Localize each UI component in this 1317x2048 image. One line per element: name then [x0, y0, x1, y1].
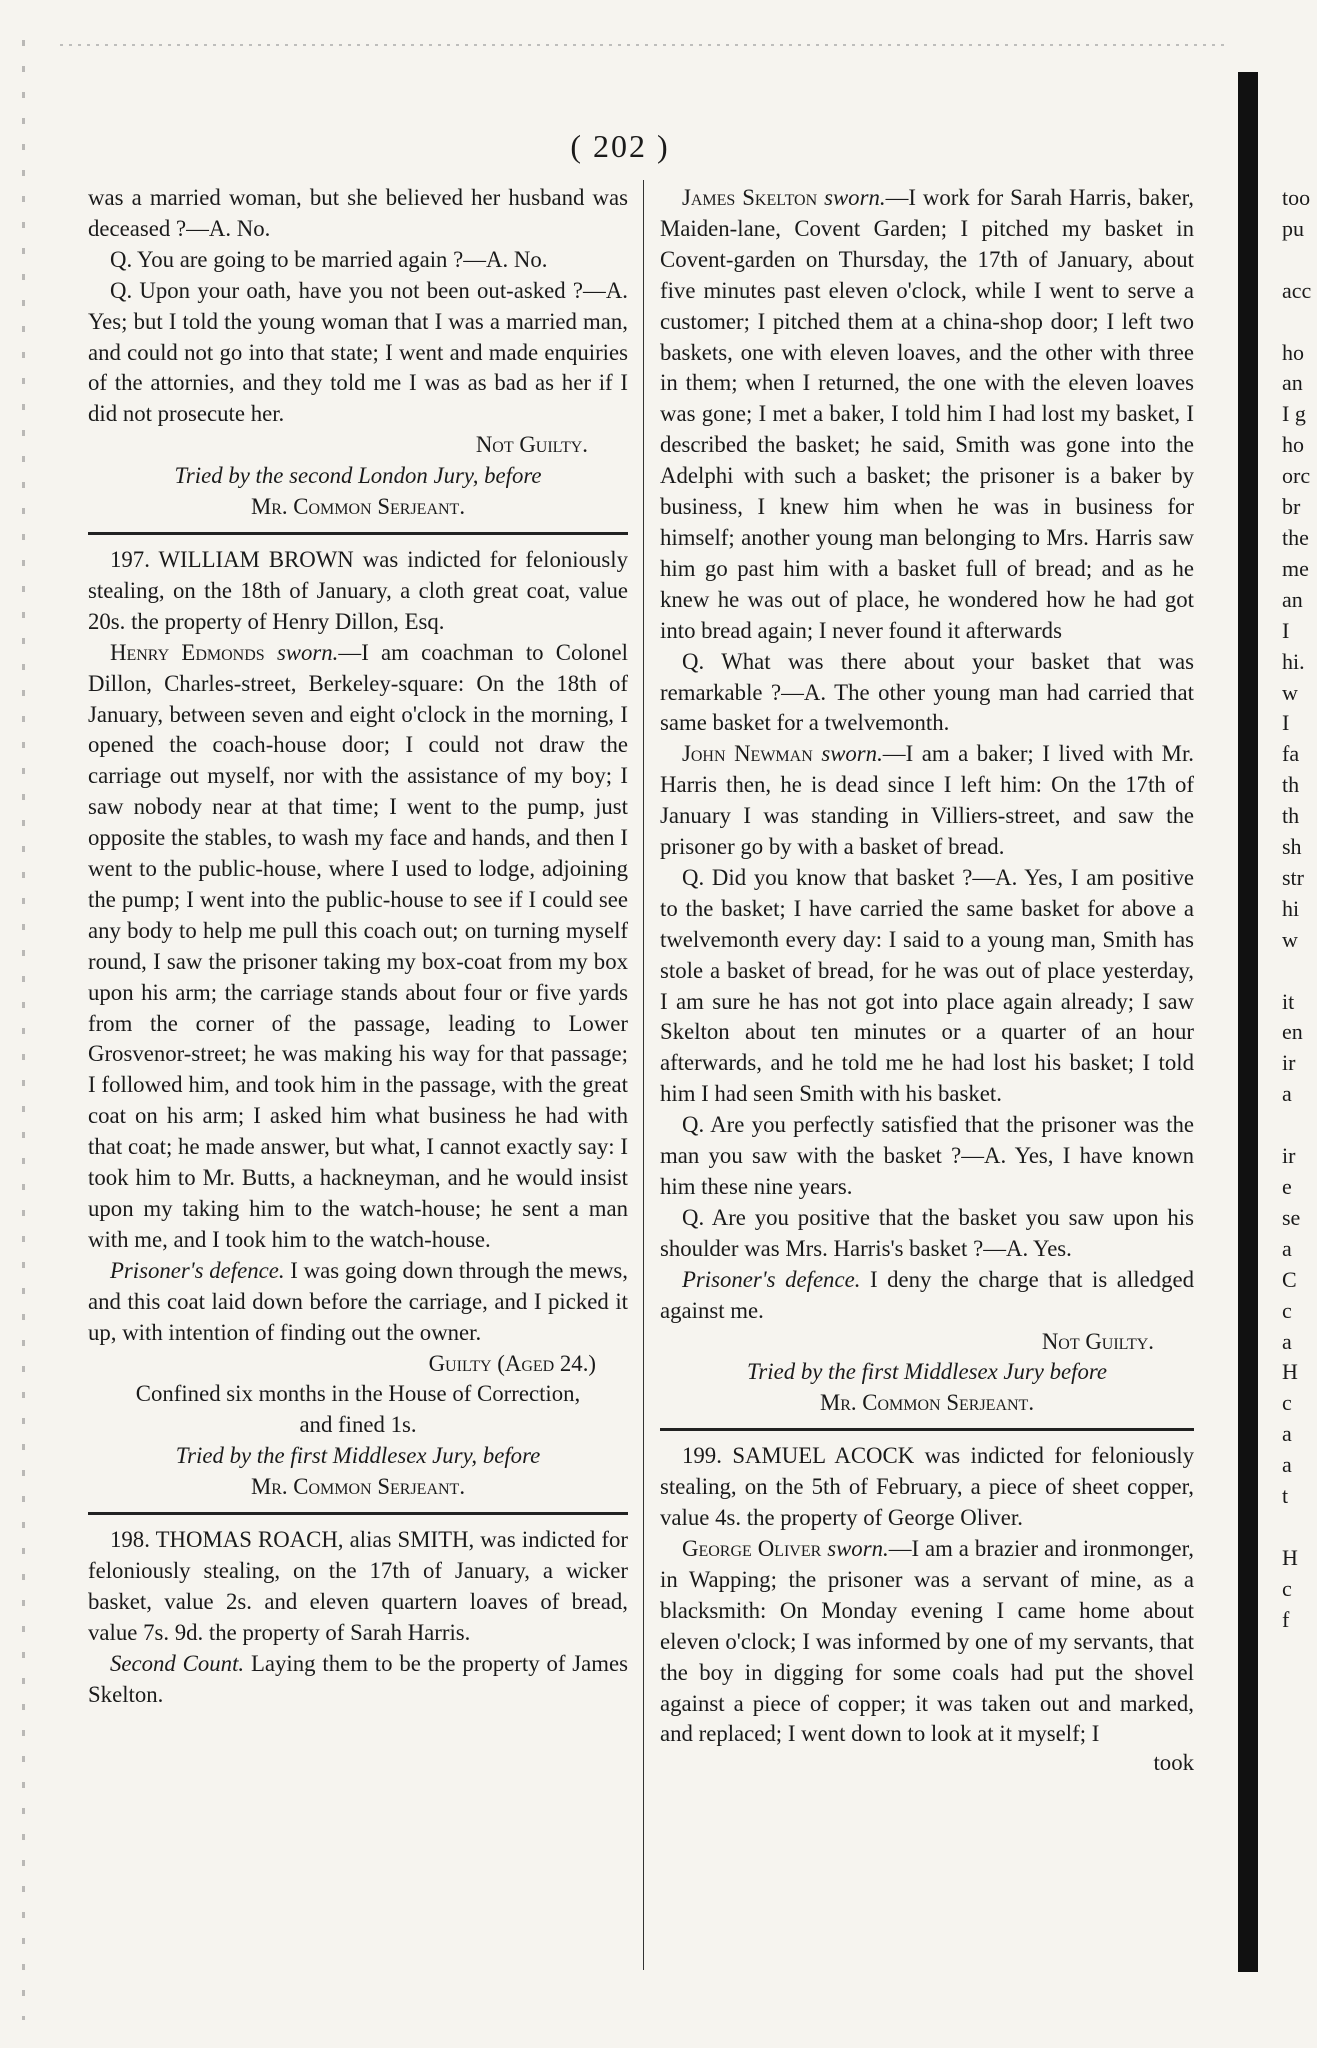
question: Q. Are you perfectly satisfied that the prisoner was the man you saw with the basket ?—A. Yes, I have known him these nine years. [660, 1112, 1194, 1199]
witness-testimony [660, 739, 1194, 863]
second-count [88, 1649, 628, 1711]
sworn-label: sworn. [824, 185, 886, 210]
case-separator [88, 532, 628, 535]
case-heading: 199. SAMUEL ACOCK was indicted for feloniously stealing, on the 5th of February, a piece of sheet copper, value 4s. the property of George Oliver. [660, 1443, 1194, 1531]
witness-testimony [660, 1534, 1194, 1750]
verdict: Guilty (Aged 24.) [428, 1350, 596, 1376]
sentence: Confined six months in the House of Correction, [135, 1381, 581, 1407]
scan-noise-left [22, 40, 25, 2020]
jury-line: Tried by the first Middlesex Jury before [746, 1359, 1108, 1385]
sworn-label: sworn. [821, 741, 883, 767]
verdict: Not Guilty. [475, 432, 588, 458]
count-label: Second Count. [110, 1650, 245, 1676]
scan-noise-top [60, 44, 1230, 46]
question: Q. Are you positive that the basket you saw upon his shoulder was Mrs. Harris's basket ?—A. Yes. [660, 1204, 1194, 1261]
witness-testimony [660, 183, 1194, 647]
case-separator [88, 1512, 628, 1515]
witness-testimony [88, 638, 628, 1256]
jury-line: Tried by the second London Jury, before [174, 463, 542, 489]
catchword: took [1153, 1750, 1194, 1776]
column-divider [643, 180, 644, 1970]
right-column [660, 183, 1194, 1779]
defence-label: Prisoner's defence. [682, 1266, 861, 1292]
defence-label: Prisoner's defence. [110, 1257, 285, 1283]
judge-line: Mr. Common Serjeant. [819, 1390, 1035, 1416]
count-text: Laying them to be the property of James Skelton. [88, 1650, 628, 1707]
defence-text: I was going down through the mews, and this coat laid down before the carriage, and I picked it up, with intention of finding out the owner. [88, 1257, 628, 1345]
case-heading: 197. WILLIAM BROWN was indicted for feloniously stealing, on the 18th of January, a cloth great coat, value 20s. the property of Henry Dillon, Esq. [88, 546, 628, 634]
witness-name: Henry Edmonds [110, 639, 265, 665]
testimony-text: —I work for Sarah Harris, baker, Maiden-lane, Covent Garden; I pitched my basket in Covent-garden on Thursday, the 17th of January, about five minutes past eleven o'clock, while I went to serve a customer; I pitched them at a china-shop door; I left two baskets, one with eleven loaves, and the other with three in them; when I returned, the one with the eleven loaves was gone; I met a baker, I told him I had lost my basket, I described the basket; he said, Smith was gone into the Adelphi with such a basket; the prisoner is a baker by business, I knew him when he was in business for himself; another young man belonging to Mrs. Harris saw him go past him with a basket full of bread; and as he knew he was out of place, he wondered how he had got into bread again; I never found it afterwards [660, 185, 1195, 643]
sworn-label: sworn. [276, 639, 339, 665]
sworn-label: sworn. [827, 1535, 889, 1561]
paragraph: was a married woman, but she believed her husband was deceased ?—A. No. [88, 185, 628, 241]
judge-line: Mr. Common Serjeant. [250, 494, 466, 520]
sentence: and fined 1s. [299, 1412, 417, 1438]
binding-shadow [1238, 72, 1258, 1972]
prisoner-defence [88, 1256, 628, 1349]
testimony-text: —I am a baker; I lived with Mr. Harris then, he is dead since I left him: On the 17th of January I was standing in Villiers-street, and saw the prisoner go by with a basket of bread. [660, 741, 1194, 860]
witness-name: John Newman [682, 741, 813, 767]
left-column [88, 183, 628, 1711]
paragraph: Q. Upon your oath, have you not been out-asked ?—A. Yes; but I told the young woman that I was a married man, and could not go into that state; I went and made enquiries of the attornies, and they told me I was as bad as her if I did not prosecute her. [88, 277, 628, 427]
verdict: Not Guilty. [1041, 1328, 1154, 1354]
defence-text: I deny the charge that is alledged against me. [660, 1266, 1194, 1323]
case-separator [660, 1428, 1194, 1431]
adjacent-page-fragment: too pu acc ho an I g ho orc br the me an I hi. w I fa th th sh str hi w it en ir a ir e se a C c a H c a a t H c f [1282, 185, 1312, 1632]
jury-line: Tried by the first Middlesex Jury, before [175, 1443, 541, 1469]
prisoner-defence [660, 1265, 1194, 1327]
testimony-text: —I am coachman to Colonel Dillon, Charles-street, Berkeley-square: On the 18th of January, between seven and eight o'clock in the morning, I opened the coach-house door; I could not draw the carriage out myself, nor with the assistance of my boy; I saw nobody near at that time; I went to the pump, just opposite the stables, to wash my face and hands, and then I went to the public-house, where I used to lodge, adjoining the pump; I went into the public-house to see if I could see any body to help me pull this coach out; on turning myself round, I saw the prisoner taking my box-coat from my box upon his arm; the carriage stands about four or five yards from the corner of the passage, leading to Lower Grosvenor-street; he was making his way for that passage; I followed him, and took him in the passage, with the great coat on his arm; I asked him what business he had with that coat; he made answer, but what, I cannot exactly say: I took him to Mr. Butts, a hackneyman, and he would insist upon my taking him to the watch-house; he sent a man with me, and I took him to the watch-house. [88, 639, 628, 1252]
question: Q. What was there about your basket that was remarkable ?—A. The other young man had carried that same basket for a twelvemonth. [660, 648, 1194, 736]
testimony-text: —I am a brazier and ironmonger, in Wapping; the prisoner was a servant of mine, as a blacksmith: On Monday evening I came home about eleven o'clock; I was informed by one of my servants, that the boy in digging for some coals had put the shovel against a piece of copper; it was taken out and marked, and replaced; I went down to look at it myself; I [660, 1535, 1195, 1747]
case-heading: 198. THOMAS ROACH, alias SMITH, was indicted for feloniously stealing, on the 17th of January, a wicker basket, value 2s. and eleven quartern loaves of bread, value 7s. 9d. the property of Sarah Harris. [88, 1527, 628, 1645]
page-number: ( 202 ) [570, 128, 670, 164]
question: Q. Did you know that basket ?—A. Yes, I am positive to the basket; I have carried the same basket for above a twelvemonth every day: I said to a young man, Smith has stole a basket of bread, for he was out of place yesterday, I am sure he has not got into place again already; I saw Skelton about ten minutes or a quarter of an hour afterwards, and he told me he had lost his basket; I told him I had seen Smith with his basket. [660, 864, 1194, 1107]
witness-name: James Skelton [682, 185, 818, 210]
witness-name: George Oliver [682, 1535, 822, 1561]
judge-line: Mr. Common Serjeant. [250, 1474, 466, 1500]
paragraph: Q. You are going to be married again ?—A. No. [110, 246, 548, 272]
